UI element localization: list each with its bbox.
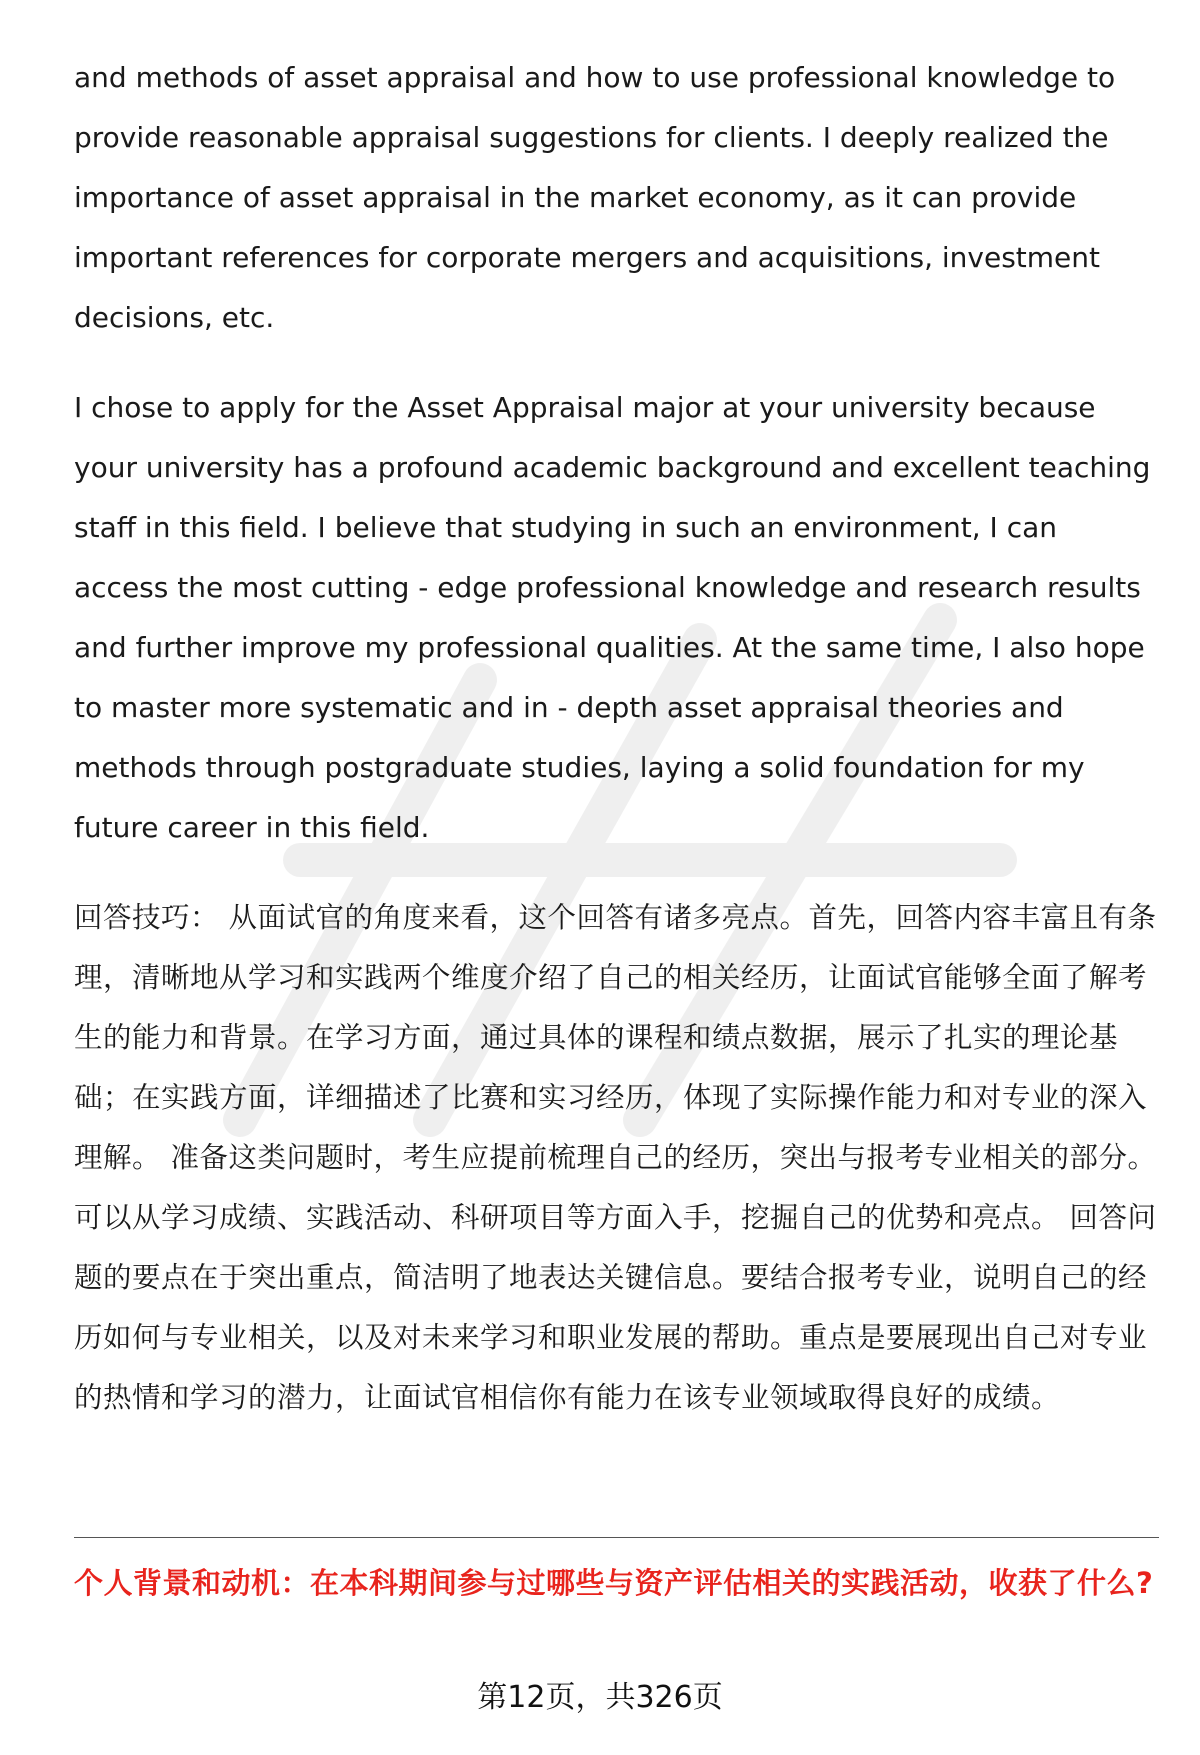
paragraph-motivation: I chose to apply for the Asset Appraisal major at your university because your university has a profound academic background and excellent teaching staff in this field. I believe that studying in such an environment, I can access the most cutting - edge professional knowledge and research results and further improve my professional qualities. At the same time, I also hope to master more systematic and in - depth asset appraisal theories and methods through postgraduate studies, laying a solid foundation for my future career in this field. [74, 391, 1151, 844]
next-question-heading: 个人背景和动机：在本科期间参与过哪些与资产评估相关的实践活动，收获了什么? [74, 1566, 1154, 1600]
document-body [74, 48, 1159, 1428]
paragraph-answer-tips: 回答技巧： 从面试官的角度来看，这个回答有诸多亮点。首先，回答内容丰富且有条理，清晰地从学习和实践两个维度介绍了自己的相关经历，让面试官能够全面了解考生的能力和背景。在学习方面，通过具体的课程和绩点数据，展示了扎实的理论基础；在实践方面，详细描述了比赛和实习经历，体现了实际操作能力和对专业的深入理解。 准备这类问题时，考生应提前梳理自己的经历，突出与报考专业相关的部分。可以从学习成绩、实践活动、科研项目等方面入手，挖掘自己的优势和亮点。 回答问题的要点在于突出重点，简洁明了地表达关键信息。要结合报考专业，说明自己的经历如何与专业相关，以及对未来学习和职业发展的帮助。重点是要展现出自己对专业的热情和学习的潜力，让面试官相信你有能力在该专业领域取得良好的成绩。 [74, 901, 1157, 1414]
paragraph-appraisal-methods: and methods of asset appraisal and how to use professional knowledge to provide reasonable appraisal suggestions for clients. I deeply realized the importance of asset appraisal in the market economy, as it can provide important references for corporate mergers and acquisitions, investment decisions, etc. [74, 61, 1116, 334]
section-divider [74, 1537, 1159, 1538]
page-number-footer: 第12页，共326页 [477, 1680, 723, 1715]
